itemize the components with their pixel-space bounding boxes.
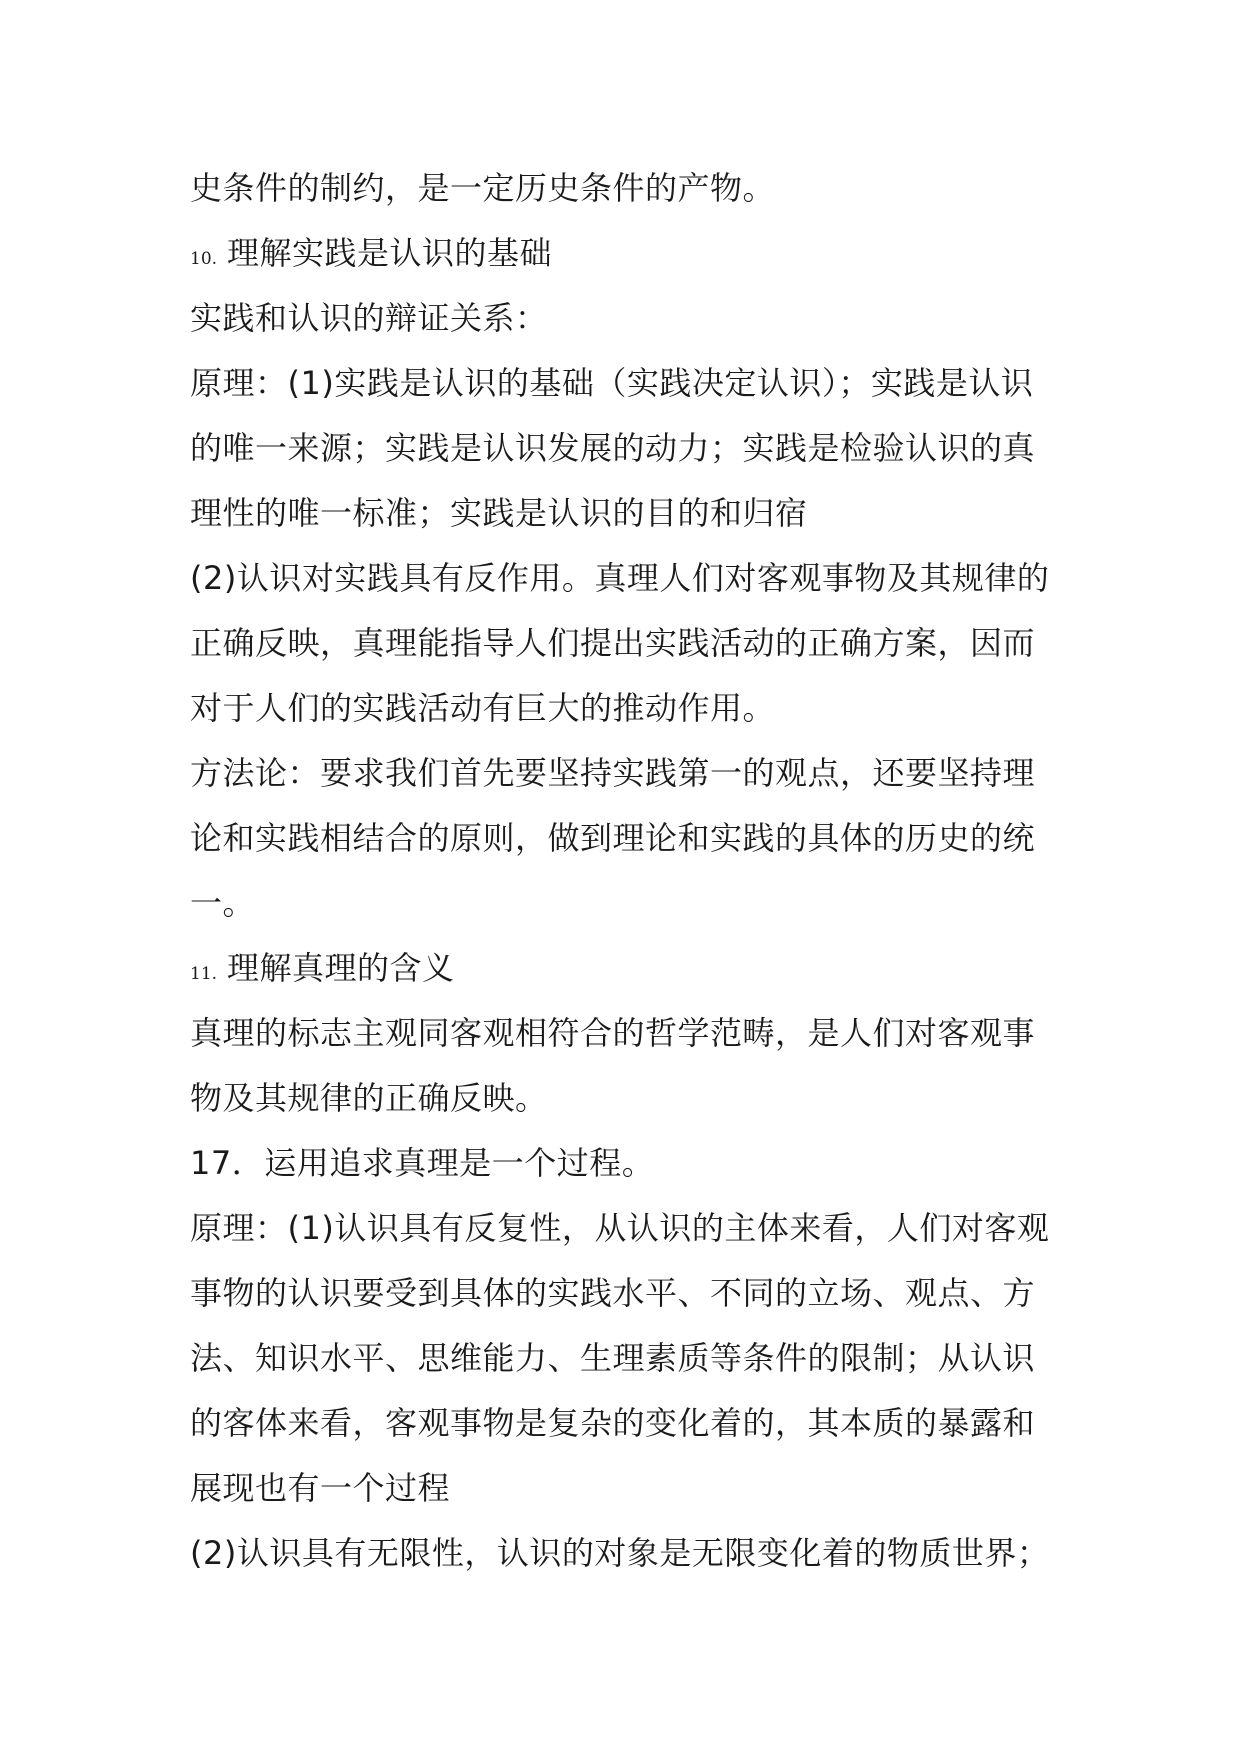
text-line: 一。 (190, 884, 256, 922)
section-number: 10. (190, 249, 218, 269)
section-heading: 17．运用追求真理是一个过程。 (190, 1144, 655, 1182)
text-line: 实践和认识的辩证关系： (190, 299, 548, 337)
text-line: 真理的标志主观同客观相符合的哲学范畴，是人们对客观事 (190, 1014, 1036, 1052)
text-line: 法、知识水平、思维能力、生理素质等条件的限制；从认识 (190, 1339, 1036, 1377)
text-line: (2)认识具有无限性，认识的对象是无限变化着的物质世界； (190, 1534, 1050, 1572)
text-line: 论和实践相结合的原则，做到理论和实践的具体的历史的统 (190, 819, 1036, 857)
text-line: 的客体来看，客观事物是复杂的变化着的，其本质的暴露和 (190, 1404, 1036, 1442)
section-heading: 10. 理解实践是认识的基础 (190, 234, 553, 272)
text-line: 原理：(1)认识具有反复性，从认识的主体来看，人们对客观 (190, 1209, 1050, 1247)
text-line: 物及其规律的正确反映。 (190, 1079, 548, 1117)
text-line: 方法论：要求我们首先要坚持实践第一的观点，还要坚持理 (190, 754, 1036, 792)
text-line: 原理：(1)实践是认识的基础（实践决定认识）；实践是认识 (190, 364, 1034, 402)
section-number: 11. (190, 964, 218, 984)
text-line: 正确反映，真理能指导人们提出实践活动的正确方案，因而 (190, 624, 1036, 662)
text-line: 展现也有一个过程 (190, 1469, 451, 1507)
text-line: 事物的认识要受到具体的实践水平、不同的立场、观点、方 (190, 1274, 1036, 1312)
text-line: 对于人们的实践活动有巨大的推动作用。 (190, 689, 776, 727)
section-heading: 11. 理解真理的含义 (190, 949, 455, 987)
text-line: 的唯一来源；实践是认识发展的动力；实践是检验认识的真 (190, 429, 1036, 467)
document-page (190, 156, 1060, 1586)
text-line: (2)认识对实践具有反作用。真理人们对客观事物及其规律的 (190, 559, 1050, 597)
text-line: 理性的唯一标准；实践是认识的目的和归宿 (190, 494, 808, 532)
text-line: 史条件的制约，是一定历史条件的产物。 (190, 169, 776, 207)
